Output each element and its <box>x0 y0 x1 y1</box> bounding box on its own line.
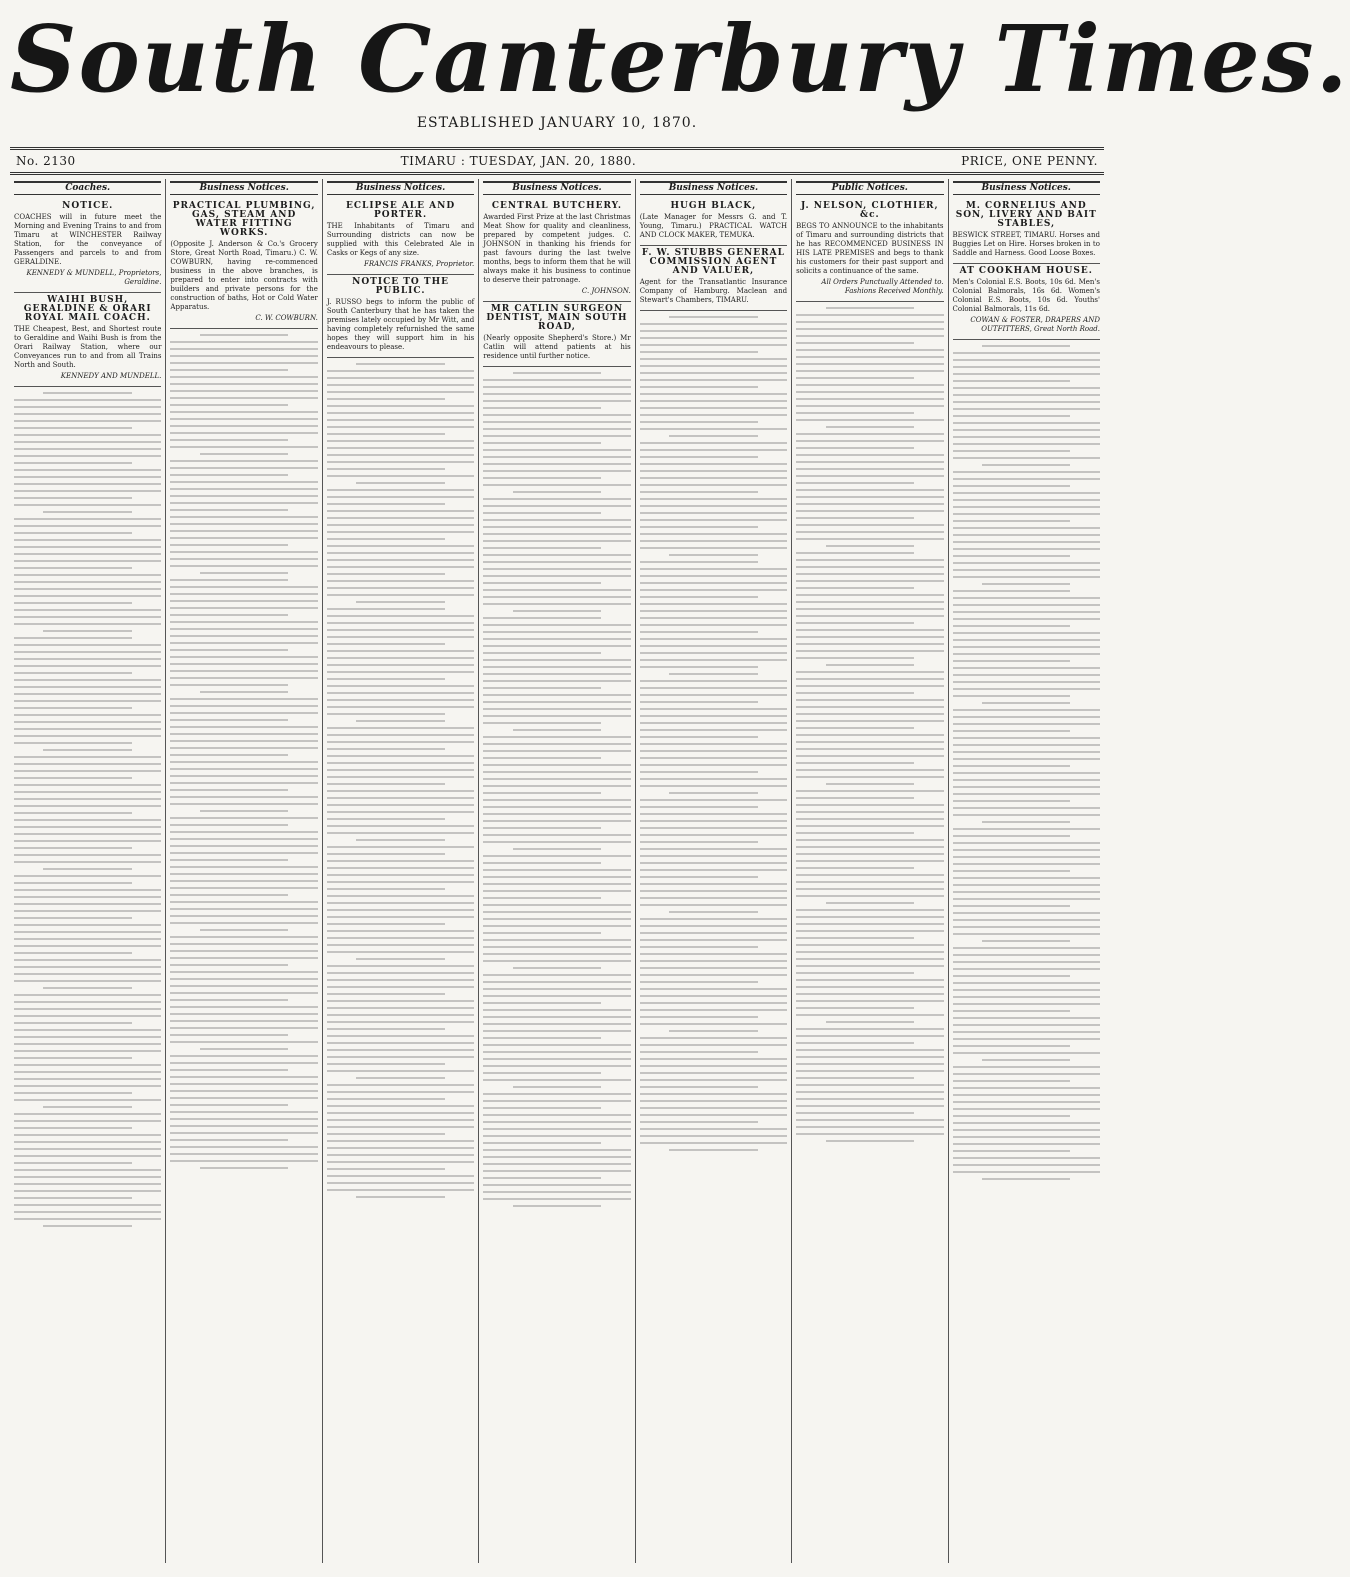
column <box>636 179 792 1563</box>
ad-title: NOTICE TO THE PUBLIC. <box>352 277 449 296</box>
ad-signature: C. W. COWBURN. <box>255 314 318 322</box>
advertisement <box>483 302 630 367</box>
advertisement <box>796 199 943 302</box>
ad-title: AT COOKHAM HOUSE. <box>959 266 1093 276</box>
column-heading: Business Notices. <box>327 181 474 195</box>
column <box>10 179 166 1563</box>
newspaper-page <box>10 5 1350 1563</box>
column-heading: Coaches. <box>14 181 161 195</box>
dense-text-block <box>170 334 317 1169</box>
ad-body: Agent for the Transatlantic Insurance Company of Hamburg. Maclean and Stewart's Chambers, TIMARU. <box>639 278 788 304</box>
advertisement <box>170 199 317 329</box>
advertisement <box>640 199 787 246</box>
ad-body: COACHES will in future meet the Morning and Evening Trains to and from Timaru at WINCHESTER Railway Station, for the conveyance of Passengers and parcels to and from GERALDINE. <box>14 213 162 266</box>
ad-body: THE Inhabitants of Timaru and Surrounding districts can now be supplied with this Celebrated Ale in Casks or Kegs of any size. <box>326 222 475 257</box>
ad-title: WAIHI BUSH, GERALDINE & ORARI ROYAL MAIL COACH. <box>23 295 152 323</box>
column <box>166 179 322 1563</box>
ad-signature: KENNEDY & MUNDELL, Proprietors, Geraldine. <box>26 269 162 286</box>
issue-place-date: TIMARU : TUESDAY, JAN. 20, 1880. <box>400 154 637 168</box>
advertisement <box>953 199 1100 264</box>
ad-title: J. NELSON, CLOTHIER, &c. <box>800 201 939 220</box>
columns <box>10 179 1104 1563</box>
ad-body: J. RUSSO begs to inform the public of South Canterbury that he has taken the premises lately occupied by Mr Witt, and having completely refurnished the same hopes they will support him in his endeavours to please. <box>326 298 475 351</box>
column-heading: Business Notices. <box>953 181 1100 195</box>
dense-text-block <box>483 372 630 1207</box>
issue-number: No. 2130 <box>16 154 76 168</box>
ad-body: (Late Manager for Messrs G. and T. Young, Timaru.) PRACTICAL WATCH AND CLOCK MAKER, TEMUKA. <box>639 213 788 239</box>
masthead-title: South Canterbury Times. <box>10 5 1350 113</box>
dense-text-block <box>640 316 787 1151</box>
column <box>949 179 1104 1563</box>
ad-title: HUGH BLACK, <box>670 201 757 211</box>
ad-body: THE Cheapest, Best, and Shortest route to Geraldine and Waihi Bush is from the Orari Railway Station, where our Conveyances run to and from all Trains North and South. <box>14 325 162 369</box>
ad-body: (Nearly opposite Shepherd's Store.) Mr Catlin will attend patients at his residence until further notice. <box>483 334 631 360</box>
ad-title: M. CORNELIUS AND SON, LIVERY AND BAIT STABLES, <box>955 201 1097 229</box>
column-heading: Business Notices. <box>640 181 787 195</box>
ad-title: NOTICE. <box>62 201 114 211</box>
ad-title: PRACTICAL PLUMBING, GAS, STEAM AND WATER FITTING WORKS. <box>172 201 316 238</box>
ad-signature: FRANCIS FRANKS, Proprietor. <box>363 260 475 268</box>
column-heading: Business Notices. <box>170 181 317 195</box>
column-heading: Public Notices. <box>796 181 943 195</box>
ad-body: (Opposite J. Anderson & Co.'s Grocery Store, Great North Road, Timaru.) C. W. COWBURN, having re-commenced business in the above branches, is prepared to enter into contracts with builders and private persons for the construction of baths, Hot or Cold Water Apparatus. <box>170 240 318 311</box>
ad-body: Men's Colonial E.S. Boots, 10s 6d. Men's Colonial Balmorals, 16s 6d. Women's Colonial E.S. Boots, 10s 6d. Youths' Colonial Balmorals, 11s 6d. <box>952 278 1100 313</box>
ad-signature: All Orders Punctually Attended to. Fashions Received Monthly. <box>821 278 944 295</box>
ad-signature: C. JOHNSON. <box>581 287 631 295</box>
established-line: ESTABLISHED JANUARY 10, 1870. <box>416 115 698 131</box>
advertisement <box>953 264 1100 340</box>
ad-body: BEGS TO ANNOUNCE to the inhabitants of Timaru and surrounding districts that he has RECOMMENCED BUSINESS IN HIS LATE PREMISES and begs to thank his customers for their past support and solicits a continuance of the same. <box>796 222 944 275</box>
ad-title: ECLIPSE ALE AND PORTER. <box>345 201 456 220</box>
ad-title: F. W. STUBBS GENERAL COMMISSION AGENT AND VALUER, <box>641 248 785 276</box>
column <box>479 179 635 1563</box>
advertisement <box>483 199 630 302</box>
ad-title: MR CATLIN SURGEON DENTIST, MAIN SOUTH ROAD, <box>486 304 628 332</box>
dense-text-block <box>327 363 474 1198</box>
issue-line <box>10 147 1104 175</box>
column <box>792 179 948 1563</box>
issue-price: PRICE, ONE PENNY. <box>961 154 1098 168</box>
advertisement <box>14 293 161 387</box>
ad-signature: COWAN & FOSTER, DRAPERS AND OUTFITTERS, Great North Road. <box>970 316 1100 333</box>
ad-title: CENTRAL BUTCHERY. <box>491 201 623 211</box>
advertisement <box>327 199 474 275</box>
ad-body: BESWICK STREET, TIMARU. Horses and Buggies Let on Hire. Horses broken in to Saddle and Harness. Good Loose Boxes. <box>952 231 1100 257</box>
dense-text-block <box>953 345 1100 1180</box>
advertisement <box>327 275 474 358</box>
ad-body: Awarded First Prize at the last Christmas Meat Show for quality and cleanliness, prepared by competent judges. C. JOHNSON in thanking his friends for past favours during the last twelve months, begs to inform them that he will always make it his business to continue to deserve their patronage. <box>483 213 631 284</box>
advertisement <box>14 199 161 293</box>
column-heading: Business Notices. <box>483 181 630 195</box>
dense-text-block <box>796 307 943 1142</box>
advertisement <box>640 246 787 311</box>
ad-signature: KENNEDY AND MUNDELL. <box>60 372 162 380</box>
column <box>323 179 479 1563</box>
dense-text-block <box>14 392 161 1227</box>
